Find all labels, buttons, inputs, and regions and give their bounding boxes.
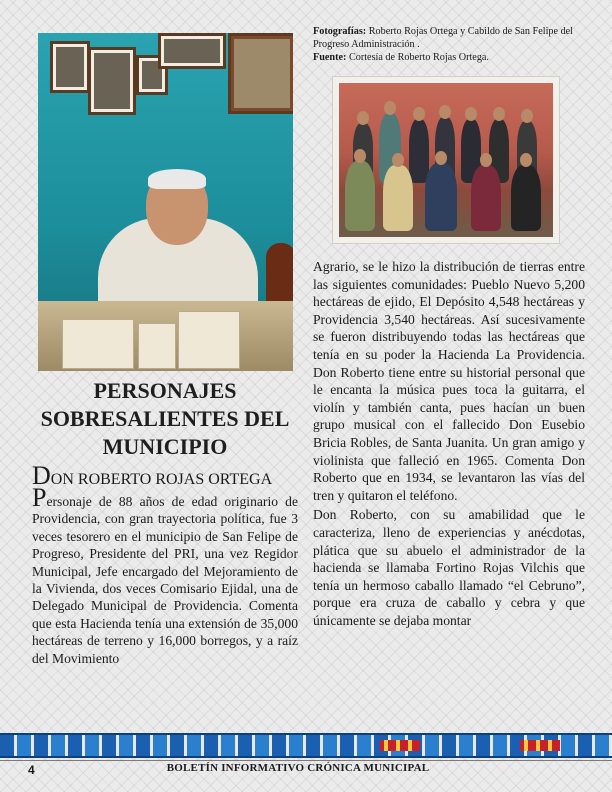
heading-line: SOBRESALIENTES DEL (40, 406, 290, 431)
left-column-text (32, 483, 298, 667)
band-accent (520, 740, 560, 751)
band-accent (380, 740, 420, 751)
wall-picture-frame (158, 33, 226, 69)
drop-cap: P (32, 483, 47, 512)
paragraph: Agrario, se le hizo la distribución de tierras entre las siguientes comunidades: Pueblo Nuevo 5,200 hectáreas de ejido, El Depósito 4,548 hectáreas y Providencia 3,540 hectáreas. Así sucesivamente se fueron distribuyendo todas las hectáreas que tenía en su poder la Hacienda La Providencia. Don Roberto tiene entre su historial personal que le encanta la música pues toca la guitarra, el violín y también canta, pues hacían un buen grupo musical con el fallecido Don Eusebio Bricia Robles, de Santa Juanita. Un gran amigo y violinista que falleció en 1965. Comenta Don Roberto que en 1934, se levantaron las vías del tren y quitaron el teléfono. (313, 259, 585, 503)
left-body: ersonaje de 88 años de edad originario de Providencia, con gran trayectoria política, fue 3 veces tesorero en el municipio de San Felipe de Progreso, Presidente del PRI, una vez Regidor Municipal, Jefe encargado del Mejoramiento de la Vivienda, dos veces Comisario Ejidal, una de Delegado Municipal de Providencia. Comenta que esta Hacienda tenía una extensión de 35,000 hectáreas de terreno y 16,000 borregos, y a raíz del Movimiento (32, 494, 298, 666)
subhead-initial: D (32, 461, 51, 490)
wall-picture-frame (228, 33, 293, 114)
paragraph: Don Roberto, con su amabilidad que le caracteriza, lleno de experiencias y anécdotas, plática que su abuelo el administrador de la hacienda se llamaba Fortino Rojas Vilchis que tenía un hermoso caballo llamado “el Cebruno”, porque era cruza de caballo y cebra y que únicamente se dejaba montar (313, 507, 585, 628)
man-hair (148, 169, 206, 189)
document-paper (138, 323, 176, 369)
portrait-photo (38, 33, 293, 371)
group-photo (332, 76, 560, 244)
document-paper (178, 311, 240, 369)
photos-label: Fotografías: (313, 26, 367, 37)
right-column-text (313, 258, 585, 629)
person-name-subheading (32, 461, 302, 490)
footer-divider (0, 760, 612, 761)
source-label: Fuente: (313, 52, 347, 63)
table (38, 301, 293, 371)
photos-text: Roberto Rojas Ortega y Cabildo de San Felipe del Progreso Administración . (313, 26, 574, 50)
source-text: Cortesía de Roberto Rojas Ortega. (348, 52, 489, 63)
heading-line: PERSONAJES (93, 378, 237, 403)
subhead-rest: ON ROBERTO ROJAS ORTEGA (50, 471, 273, 488)
photo-credits (313, 25, 575, 64)
heading-line: MUNICIPIO (102, 434, 228, 459)
document-paper (62, 319, 134, 369)
article-heading (30, 377, 300, 461)
wall-picture-frame (50, 41, 90, 93)
page-number: 4 (28, 763, 35, 777)
wall-picture-frame (88, 47, 136, 115)
footer-title: BOLETÍN INFORMATIVO CRÓNICA MUNICIPAL (166, 762, 430, 774)
